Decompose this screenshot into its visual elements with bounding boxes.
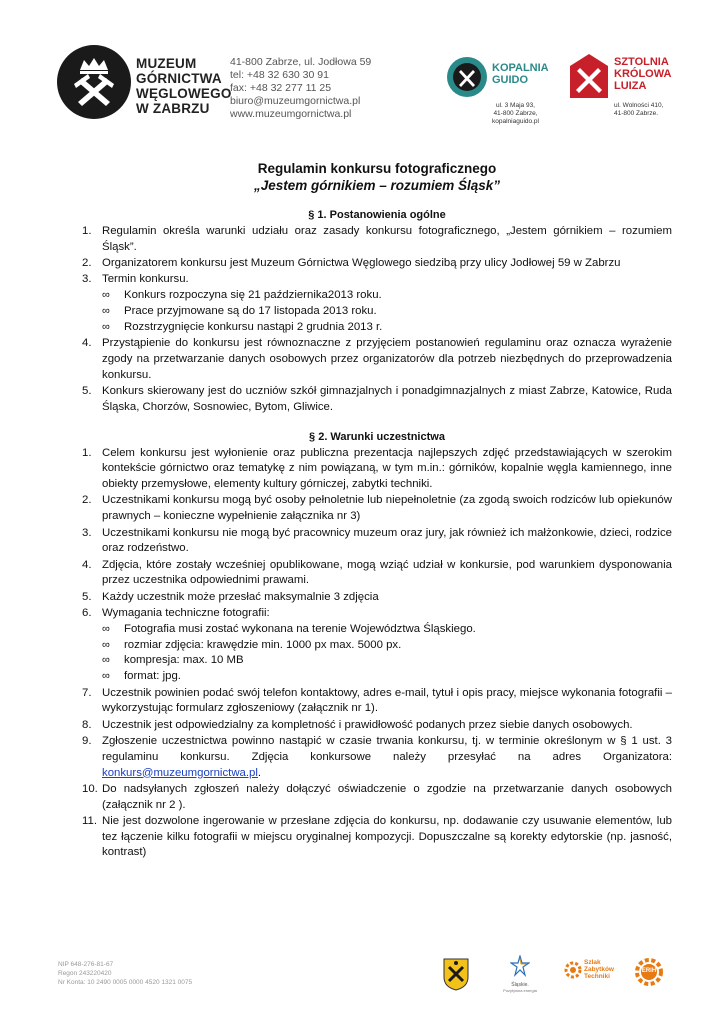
list-item [82, 718, 672, 734]
bullet-item [102, 622, 672, 638]
footer-logos [440, 955, 670, 995]
item-number: 4. [82, 558, 92, 571]
bullet-text: Fotografia musi zostać wykonana na terenie Województwa Śląskiego. [124, 622, 476, 635]
item-text: Zdjęcia, które zostały wcześniej opublikowane, mogą wziąć udział w konkursie, pod warunkiem dysponowania przez uczestnika odpowiednimi prawami. [102, 558, 672, 587]
tech-bullets [102, 622, 672, 685]
item-number: 4. [82, 337, 92, 350]
item-text: Regulamin określa warunki udziału oraz zasady konkursu fotograficznego, „Jestem górnikiem – rozumiem Śląsk”. [102, 225, 672, 253]
luiza-logo-icon [568, 52, 610, 100]
bullet-icon: ∞ [102, 304, 110, 317]
item-number: 3. [82, 273, 92, 286]
list-item [82, 734, 672, 781]
museum-name-line: W ZABRZU [136, 101, 210, 116]
document-subtitle: „Jestem górnikiem – rozumiem Śląsk” [253, 178, 501, 193]
szlak-line: Zabytków [584, 966, 614, 973]
szlak-line: Techniki [584, 973, 610, 980]
item-text: Uczestnik jest odpowiedzialny za kompletność i prawidłowość podanych przez siebie danych osobowych. [102, 718, 633, 731]
guido-address-line: kopalniaguido.pl [492, 118, 539, 125]
list-item [82, 686, 672, 718]
bullet-item [102, 304, 672, 320]
slaskie-tagline: Pozytywna energia [503, 988, 537, 993]
item-number: 6. [82, 607, 92, 620]
zabrze-coat-of-arms-icon [442, 957, 470, 991]
item-number: 8. [82, 718, 92, 731]
guido-address-line: 41-800 Zabrze, [493, 110, 538, 117]
section1-list [82, 224, 672, 416]
bullet-item [102, 320, 672, 336]
footer-info [58, 960, 192, 987]
section2-list [82, 446, 672, 862]
list-item [82, 590, 672, 606]
guido-logo-icon [446, 56, 488, 98]
item-number: 2. [82, 494, 92, 507]
item-text: Nie jest dozwolone ingerowanie w przesłane zdjęcia do konkursu, np. dodawanie czy usuwanie elementów, lub tez łączenie kilku fotografii w miejscu oryginalnej kompozycji. Dopuszczalne są korekty edytorskie (np. jasność, kontrast) [102, 814, 672, 859]
item-text: Celem konkursu jest wyłonienie oraz publiczna prezentacja najlepszych zdjęć przedstawiających w szerokim kontekście górnictwo oraz tematykę z nim powiązaną, w tym m.in.: górników, kopalnie węgla kamiennego, inne obiekty przemysłowe, elementy kultury górniczej, zabytki techniki. [102, 446, 672, 491]
contact-info [230, 56, 371, 121]
item-text: Termin konkursu. [102, 273, 189, 286]
footer-account: Nr Konta: 10 2490 0005 0000 4520 1321 0075 [58, 979, 193, 986]
guido-name-line: GUIDO [492, 74, 529, 86]
list-item [82, 782, 672, 814]
item-text: Wymagania techniczne fotografii: [102, 607, 270, 620]
list-item [82, 256, 672, 272]
item-text-end: . [257, 766, 262, 779]
bullet-icon: ∞ [102, 622, 110, 635]
museum-name [136, 56, 232, 116]
slaskie-logo [498, 955, 542, 993]
contact-phone: tel: +48 32 630 30 91 [230, 69, 329, 81]
contact-address: 41-800 Zabrze, ul. Jodłowa 59 [230, 56, 372, 68]
list-item [82, 446, 672, 493]
item-text: Zgłoszenie uczestnictwa powinno nastąpić w czasie trwania konkursu, tj. w terminie określonym w § 1 ust. 3 regulaminu konkursu. Zdjęcia konkursowe należy przesyłać na adres Organizatora: [102, 734, 672, 763]
luiza-address-line: ul. Wolności 410, [614, 102, 664, 109]
item-text: Konkurs skierowany jest do uczniów szkół gimnazjalnych i ponadgimnazjalnych z miast Zabrze, Katowice, Ruda Śląska, Chorzów, Sosnowiec, Bytom, Gliwice. [102, 384, 672, 413]
footer-regon: Regon 243220420 [58, 970, 112, 977]
item-text: Do nadsyłanych zgłoszeń należy dołączyć oświadczenie o zgodzie na przetwarzanie danych osobowych (załącznik nr 2 ). [102, 782, 672, 811]
item-number: 5. [82, 384, 92, 397]
museum-name-line: GÓRNICTWA [136, 71, 222, 86]
erih-logo [634, 957, 664, 987]
list-item [82, 606, 672, 685]
item-number: 2. [82, 257, 92, 270]
bullet-text: Rozstrzygnięcie konkursu nastąpi 2 grudnia 2013 r. [124, 320, 383, 333]
bullet-icon: ∞ [102, 654, 110, 667]
bullet-icon: ∞ [102, 289, 110, 302]
gear-icon [562, 959, 584, 981]
term-bullets [102, 288, 672, 335]
contest-email-link[interactable]: konkurs@muzeumgornictwa.pl [102, 766, 258, 779]
guido-name-line: KOPALNIA [492, 62, 549, 74]
document-body [82, 160, 672, 862]
item-number: 3. [82, 526, 92, 539]
bullet-icon: ∞ [102, 320, 110, 333]
item-number: 10. [82, 782, 98, 795]
museum-name-line: WĘGLOWEGO [136, 86, 232, 101]
luiza-name-line: SZTOLNIA [614, 56, 669, 68]
guido-address-line: ul. 3 Maja 93, [495, 102, 535, 109]
erih-text: ERIH [641, 968, 657, 974]
footer-nip: NIP 648-276-81-67 [58, 961, 114, 968]
bullet-text: kompresja: max. 10 MB [124, 654, 244, 667]
luiza-address-line: 41-800 Zabrze. [614, 110, 659, 117]
museum-logo-icon [56, 44, 132, 120]
bullet-icon: ∞ [102, 638, 110, 651]
list-item [82, 526, 672, 558]
item-number: 7. [82, 686, 92, 699]
bullet-item [102, 638, 672, 654]
bullet-item [102, 653, 672, 669]
luiza-address [614, 102, 663, 118]
slaskie-icon [510, 955, 530, 977]
item-number: 9. [82, 734, 92, 747]
museum-name-line: MUZEUM [136, 56, 197, 71]
contact-email: biuro@muzeumgornictwa.pl [230, 95, 361, 107]
list-item [82, 493, 672, 525]
item-number: 1. [82, 446, 92, 459]
luiza-name-line: KRÓLOWA [614, 68, 672, 80]
luiza-name [614, 56, 671, 92]
list-item [82, 384, 672, 416]
bullet-item [102, 669, 672, 685]
bullet-item [102, 288, 672, 304]
item-number: 5. [82, 590, 92, 603]
item-text: Uczestnikami konkursu nie mogą być pracownicy muzeum oraz jury, jak również ich małżonkowie, dzieci, rodzice oraz rodzeństwo. [102, 526, 672, 555]
list-item [82, 336, 672, 383]
letterhead [0, 0, 724, 140]
guido-name [492, 62, 549, 86]
list-item [82, 814, 672, 861]
item-text: Każdy uczestnik może przesłać maksymalnie 3 zdjęcia [102, 590, 379, 603]
slaskie-name: Śląskie. [511, 982, 529, 988]
luiza-name-line: LUIZA [614, 80, 647, 92]
bullet-text: Prace przyjmowane są do 17 listopada 2013 roku. [124, 304, 377, 317]
bullet-text: format: jpg. [124, 670, 181, 683]
contact-website: www.muzeumgornictwa.pl [230, 108, 352, 120]
document-title: Regulamin konkursu fotograficznego [257, 161, 497, 176]
item-text: Uczestnikami konkursu mogą być osoby pełnoletnie lub niepełnoletnie (za zgodą swoich rodziców lub opiekunów prawnych – konieczne wypełnienie załącznika nr 3) [102, 494, 672, 523]
item-number: 11. [82, 814, 97, 827]
item-number: 1. [82, 225, 92, 237]
list-item [82, 272, 672, 335]
bullet-text: rozmiar zdjęcia: krawędzie min. 1000 px max. 5000 px. [124, 638, 402, 651]
item-text: Organizatorem konkursu jest Muzeum Górnictwa Węglowego siedzibą przy ulicy Jodłowej 59 w Zabrzu [102, 257, 621, 270]
section-heading: § 1. Postanowienia ogólne [308, 209, 446, 221]
szlak-logo-text [584, 959, 614, 980]
section-heading: § 2. Warunki uczestnictwa [309, 430, 445, 443]
list-item [82, 558, 672, 590]
item-text: Przystąpienie do konkursu jest równoznaczne z przyjęciem postanowień regulaminu oraz oznacza wyrażenie zgody na przetwarzanie danych osobowych przez organizatorów dla potrzeb niezbędnych do przeprowadzenia konkursu. [102, 337, 672, 381]
guido-address [492, 102, 539, 126]
list-item [82, 224, 672, 256]
szlak-line: Szlak [584, 959, 601, 966]
bullet-text: Konkurs rozpoczyna się 21 października2013 roku. [124, 289, 382, 302]
contact-fax: fax: +48 32 277 11 25 [230, 82, 332, 94]
bullet-icon: ∞ [102, 670, 110, 683]
item-text: Uczestnik powinien podać swój telefon kontaktowy, adres e-mail, tytuł i opis pracy, miejsce wykonania fotografii – wykorzystując formularz zgłoszeniowy (załącznik nr 1). [102, 686, 672, 715]
